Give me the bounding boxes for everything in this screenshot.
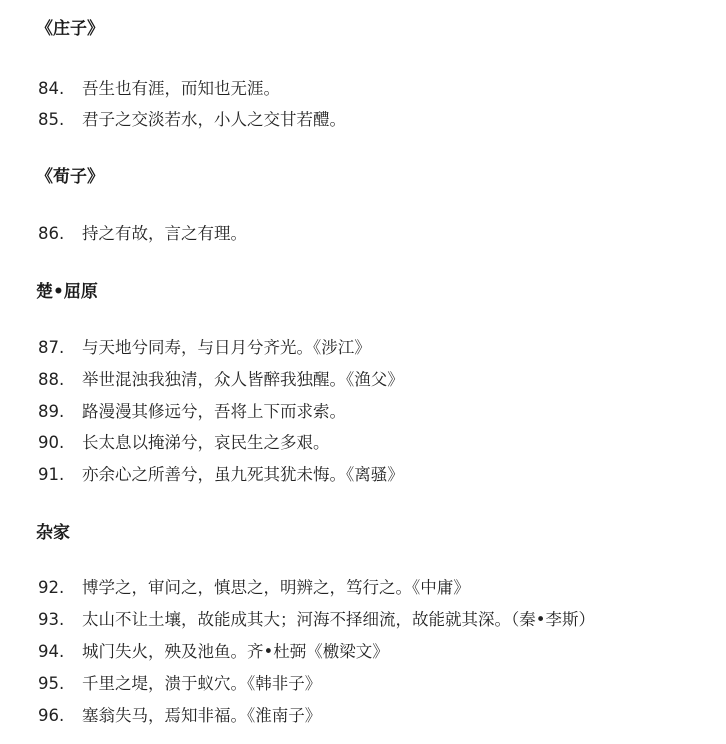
section-heading-zhuangzi: 《庄子》 [36, 19, 104, 39]
item-text: 吾生也有涯，而知也无涯。 [82, 79, 280, 98]
list-item [38, 334, 371, 358]
item-text: 长太息以掩涕兮，哀民生之多艰。 [82, 433, 330, 452]
item-text: 千里之堤，溃于蚁穴。《韩非子》 [82, 674, 322, 693]
list-item [38, 702, 321, 726]
item-text: 博学之，审问之，慎思之，明辨之，笃行之。《中庸》 [82, 578, 470, 597]
section-heading-quyuan: 楚•屈原 [36, 282, 98, 302]
item-number: 95. [38, 674, 65, 693]
item-text: 塞翁失马，焉知非福。《淮南子》 [82, 706, 322, 725]
list-item [38, 670, 321, 694]
item-number: 89. [38, 402, 65, 421]
list-item [38, 398, 346, 422]
item-number: 93. [38, 610, 65, 629]
section-heading-xunzi: 《荀子》 [36, 167, 104, 187]
list-item [38, 106, 346, 130]
item-number: 88. [38, 370, 65, 389]
item-number: 86. [38, 224, 65, 243]
item-number: 96. [38, 706, 65, 725]
item-text: 君子之交淡若水，小人之交甘若醴。 [82, 110, 346, 129]
item-text: 亦余心之所善兮，虽九死其犹未悔。《离骚》 [82, 465, 404, 484]
item-number: 84. [38, 79, 65, 98]
list-item [38, 606, 595, 630]
item-text: 路漫漫其修远兮，吾将上下而求索。 [82, 402, 346, 421]
item-text: 与天地兮同寿，与日月兮齐光。《涉江》 [82, 338, 371, 357]
item-text: 举世混浊我独清，众人皆醉我独醒。《渔父》 [82, 370, 404, 389]
list-item [38, 429, 330, 453]
item-number: 91. [38, 465, 65, 484]
list-item [38, 366, 404, 390]
item-number: 94. [38, 642, 65, 661]
item-number: 85. [38, 110, 65, 129]
list-item [38, 638, 389, 662]
item-number: 87. [38, 338, 65, 357]
list-item [38, 574, 470, 598]
item-number: 90. [38, 433, 65, 452]
list-item [38, 220, 247, 244]
item-text: 持之有故，言之有理。 [82, 224, 247, 243]
section-heading-zajia: 杂家 [36, 523, 70, 543]
item-text: 城门失火，殃及池鱼。齐•杜弼《檄梁文》 [82, 642, 389, 661]
list-item [38, 75, 280, 99]
list-item [38, 461, 404, 485]
item-number: 92. [38, 578, 65, 597]
item-text: 太山不让土壤，故能成其大；河海不择细流，故能就其深。（秦•李斯） [82, 610, 595, 629]
